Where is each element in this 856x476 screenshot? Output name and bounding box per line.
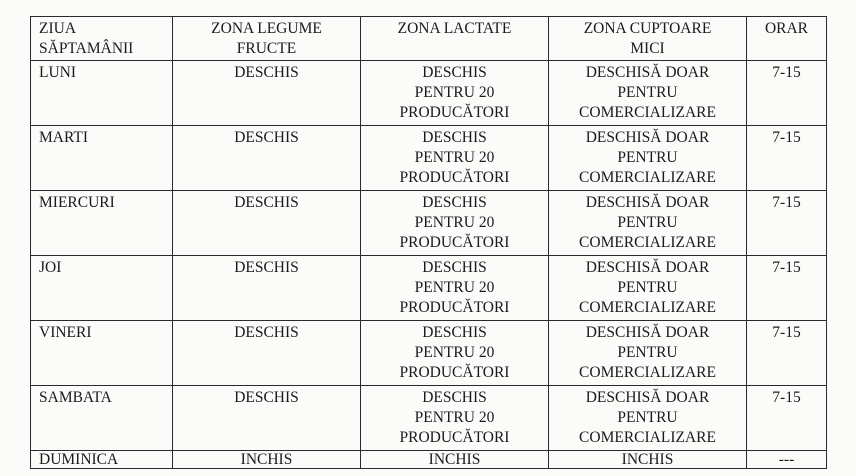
cell-ovens [549, 126, 747, 191]
table-header [31, 17, 827, 61]
cell-dairy-line-2: PENTRU 20 [414, 344, 495, 361]
cell-ovens-line-1: DESCHISĂ DOAR [585, 259, 710, 276]
cell-ovens-line-2: PENTRU [617, 409, 678, 426]
cell-hours: 7-15 [747, 256, 827, 321]
cell-vegetables: DESCHIS [173, 386, 361, 451]
cell-dairy-line-3: PRODUCĂTORI [399, 429, 510, 446]
cell-hours: 7-15 [747, 61, 827, 126]
cell-dairy-line-2: PENTRU 20 [414, 214, 495, 231]
cell-vegetables: DESCHIS [173, 61, 361, 126]
cell-ovens-line-3: COMERCIALIZARE [579, 169, 716, 186]
header-vegetables-line-1: ZONA LEGUME [211, 20, 322, 37]
cell-dairy-line-1: INCHIS [428, 451, 481, 468]
table-row [31, 61, 827, 126]
cell-ovens-line-1: DESCHISĂ DOAR [585, 64, 710, 81]
cell-ovens-line-3: COMERCIALIZARE [579, 234, 716, 251]
cell-dairy-line-2: PENTRU 20 [414, 279, 495, 296]
cell-day: VINERI [31, 321, 173, 386]
cell-ovens [549, 386, 747, 451]
cell-ovens [549, 451, 747, 469]
cell-ovens-line-3: COMERCIALIZARE [579, 364, 716, 381]
cell-dairy-line-3: PRODUCĂTORI [399, 299, 510, 316]
header-ovens-line-2: MICI [630, 40, 665, 57]
cell-ovens-line-1: DESCHISĂ DOAR [585, 129, 710, 146]
cell-dairy-line-1: DESCHIS [422, 324, 487, 341]
cell-dairy-line-2: PENTRU 20 [414, 84, 495, 101]
cell-ovens-line-2: PENTRU [617, 84, 678, 101]
cell-dairy [361, 256, 549, 321]
table-body [31, 61, 827, 469]
cell-ovens-line-3: COMERCIALIZARE [579, 429, 716, 446]
cell-dairy-line-3: PRODUCĂTORI [399, 364, 510, 381]
table-row [31, 191, 827, 256]
table-row [31, 386, 827, 451]
cell-dairy-line-1: DESCHIS [422, 194, 487, 211]
header-day-line-1: ZIUA [39, 20, 77, 37]
cell-dairy-line-3: PRODUCĂTORI [399, 169, 510, 186]
cell-day: LUNI [31, 61, 173, 126]
header-day [31, 17, 173, 61]
cell-day: SAMBATA [31, 386, 173, 451]
cell-ovens-line-2: PENTRU [617, 279, 678, 296]
cell-vegetables: INCHIS [173, 451, 361, 469]
header-day-line-2: SĂPTAMÂNII [39, 40, 134, 57]
cell-ovens-line-1: DESCHISĂ DOAR [585, 194, 710, 211]
cell-dairy [361, 451, 549, 469]
cell-hours: 7-15 [747, 386, 827, 451]
cell-day: JOI [31, 256, 173, 321]
cell-day: DUMINICA [31, 451, 173, 469]
market-schedule-table [30, 16, 827, 469]
cell-ovens-line-3: COMERCIALIZARE [579, 299, 716, 316]
header-ovens-zone [549, 17, 747, 61]
cell-vegetables: DESCHIS [173, 256, 361, 321]
cell-dairy-line-1: DESCHIS [422, 64, 487, 81]
cell-ovens [549, 256, 747, 321]
header-vegetables-line-2: FRUCTE [236, 40, 297, 57]
cell-ovens-line-1: DESCHISĂ DOAR [585, 324, 710, 341]
cell-hours: 7-15 [747, 191, 827, 256]
header-dairy-zone [361, 17, 549, 61]
cell-dairy [361, 321, 549, 386]
cell-ovens [549, 191, 747, 256]
cell-day: MIERCURI [31, 191, 173, 256]
cell-dairy-line-1: DESCHIS [422, 259, 487, 276]
cell-dairy-line-2: PENTRU 20 [414, 149, 495, 166]
cell-day: MARTI [31, 126, 173, 191]
header-hours-line-1: ORAR [764, 20, 809, 37]
cell-vegetables: DESCHIS [173, 191, 361, 256]
cell-dairy [361, 191, 549, 256]
cell-ovens-line-1: INCHIS [621, 451, 674, 468]
cell-vegetables: DESCHIS [173, 126, 361, 191]
cell-ovens-line-2: PENTRU [617, 214, 678, 231]
table-row [31, 256, 827, 321]
cell-ovens [549, 61, 747, 126]
cell-dairy-line-1: DESCHIS [422, 129, 487, 146]
header-ovens-line-1: ZONA CUPTOARE [583, 20, 712, 37]
header-row [31, 17, 827, 61]
table-row [31, 321, 827, 386]
cell-hours: 7-15 [747, 126, 827, 191]
cell-ovens-line-2: PENTRU [617, 344, 678, 361]
cell-dairy [361, 126, 549, 191]
cell-dairy [361, 61, 549, 126]
table-row [31, 451, 827, 469]
cell-ovens-line-2: PENTRU [617, 149, 678, 166]
cell-dairy-line-3: PRODUCĂTORI [399, 234, 510, 251]
header-hours [747, 17, 827, 61]
cell-hours: 7-15 [747, 321, 827, 386]
cell-dairy [361, 386, 549, 451]
cell-vegetables: DESCHIS [173, 321, 361, 386]
cell-dairy-line-1: DESCHIS [422, 389, 487, 406]
cell-dairy-line-3: PRODUCĂTORI [399, 104, 510, 121]
cell-dairy-line-2: PENTRU 20 [414, 409, 495, 426]
cell-ovens [549, 321, 747, 386]
header-vegetables-zone [173, 17, 361, 61]
header-dairy-line-1: ZONA LACTATE [397, 20, 512, 37]
cell-ovens-line-3: COMERCIALIZARE [579, 104, 716, 121]
cell-hours: --- [747, 451, 827, 469]
cell-ovens-line-1: DESCHISĂ DOAR [585, 389, 710, 406]
table-row [31, 126, 827, 191]
